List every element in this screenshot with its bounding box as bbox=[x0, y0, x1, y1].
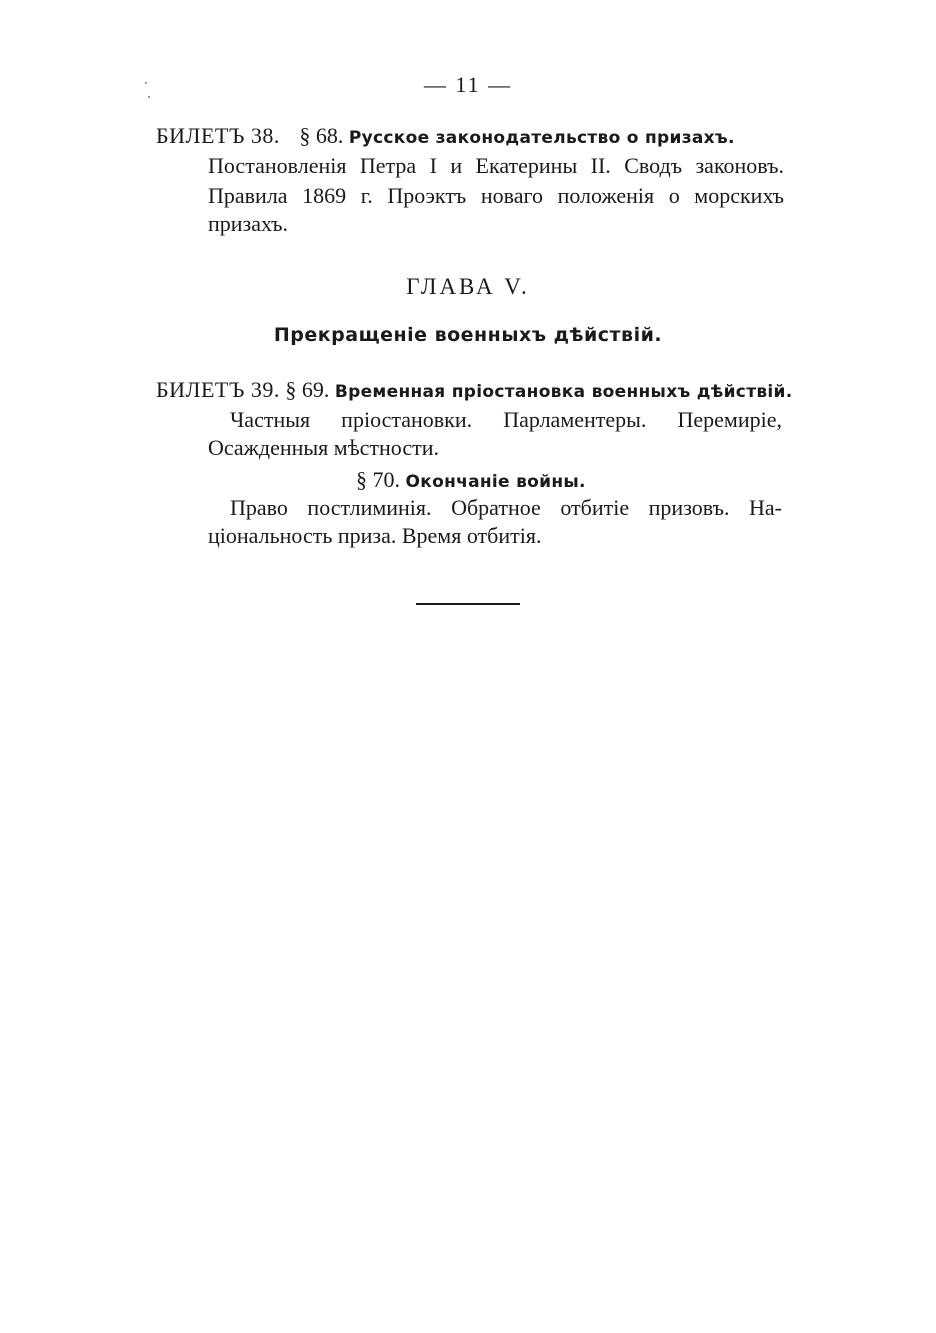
ticket-label: БИЛЕТЪ 39. bbox=[156, 377, 280, 402]
chapter-label: ГЛАВА V. bbox=[406, 274, 530, 299]
body-line: призахъ. bbox=[208, 211, 289, 236]
ticket-38-heading bbox=[156, 122, 735, 152]
body-line: ціональность приза. Время отбитія. bbox=[208, 523, 542, 548]
closing-rule bbox=[416, 603, 520, 605]
section-title: Русское законодательство о призахъ. bbox=[348, 128, 735, 148]
section-number: § 68. bbox=[299, 123, 344, 148]
section-70-heading bbox=[356, 466, 586, 496]
body-line: Постановленія Петра I и Екатерины II. Сводъ законовъ. bbox=[208, 153, 784, 178]
section-number: § 69. bbox=[285, 377, 330, 402]
ticket-39-heading bbox=[156, 376, 793, 406]
chapter-title: Прекращеніе военныхъ дѣйствій. bbox=[273, 324, 663, 346]
page-number: — 11 — bbox=[423, 72, 513, 97]
body-line: Частныя пріостановки. Парламентеры. Перемиріе, bbox=[230, 407, 782, 432]
section-title: Временная пріостановка военныхъ дѣйствій. bbox=[334, 382, 793, 402]
body-line: Осажденныя мѣстности. bbox=[208, 435, 440, 460]
ticket-label: БИЛЕТЪ 38. bbox=[156, 123, 280, 148]
section-number: § 70. bbox=[356, 467, 400, 492]
section-title: Окончаніе войны. bbox=[405, 472, 586, 492]
body-line: Правила 1869 г. Проэктъ новаго положенія о морскихъ bbox=[208, 183, 784, 208]
body-line: Право постлиминія. Обратное отбитіе призовъ. На- bbox=[230, 495, 782, 520]
